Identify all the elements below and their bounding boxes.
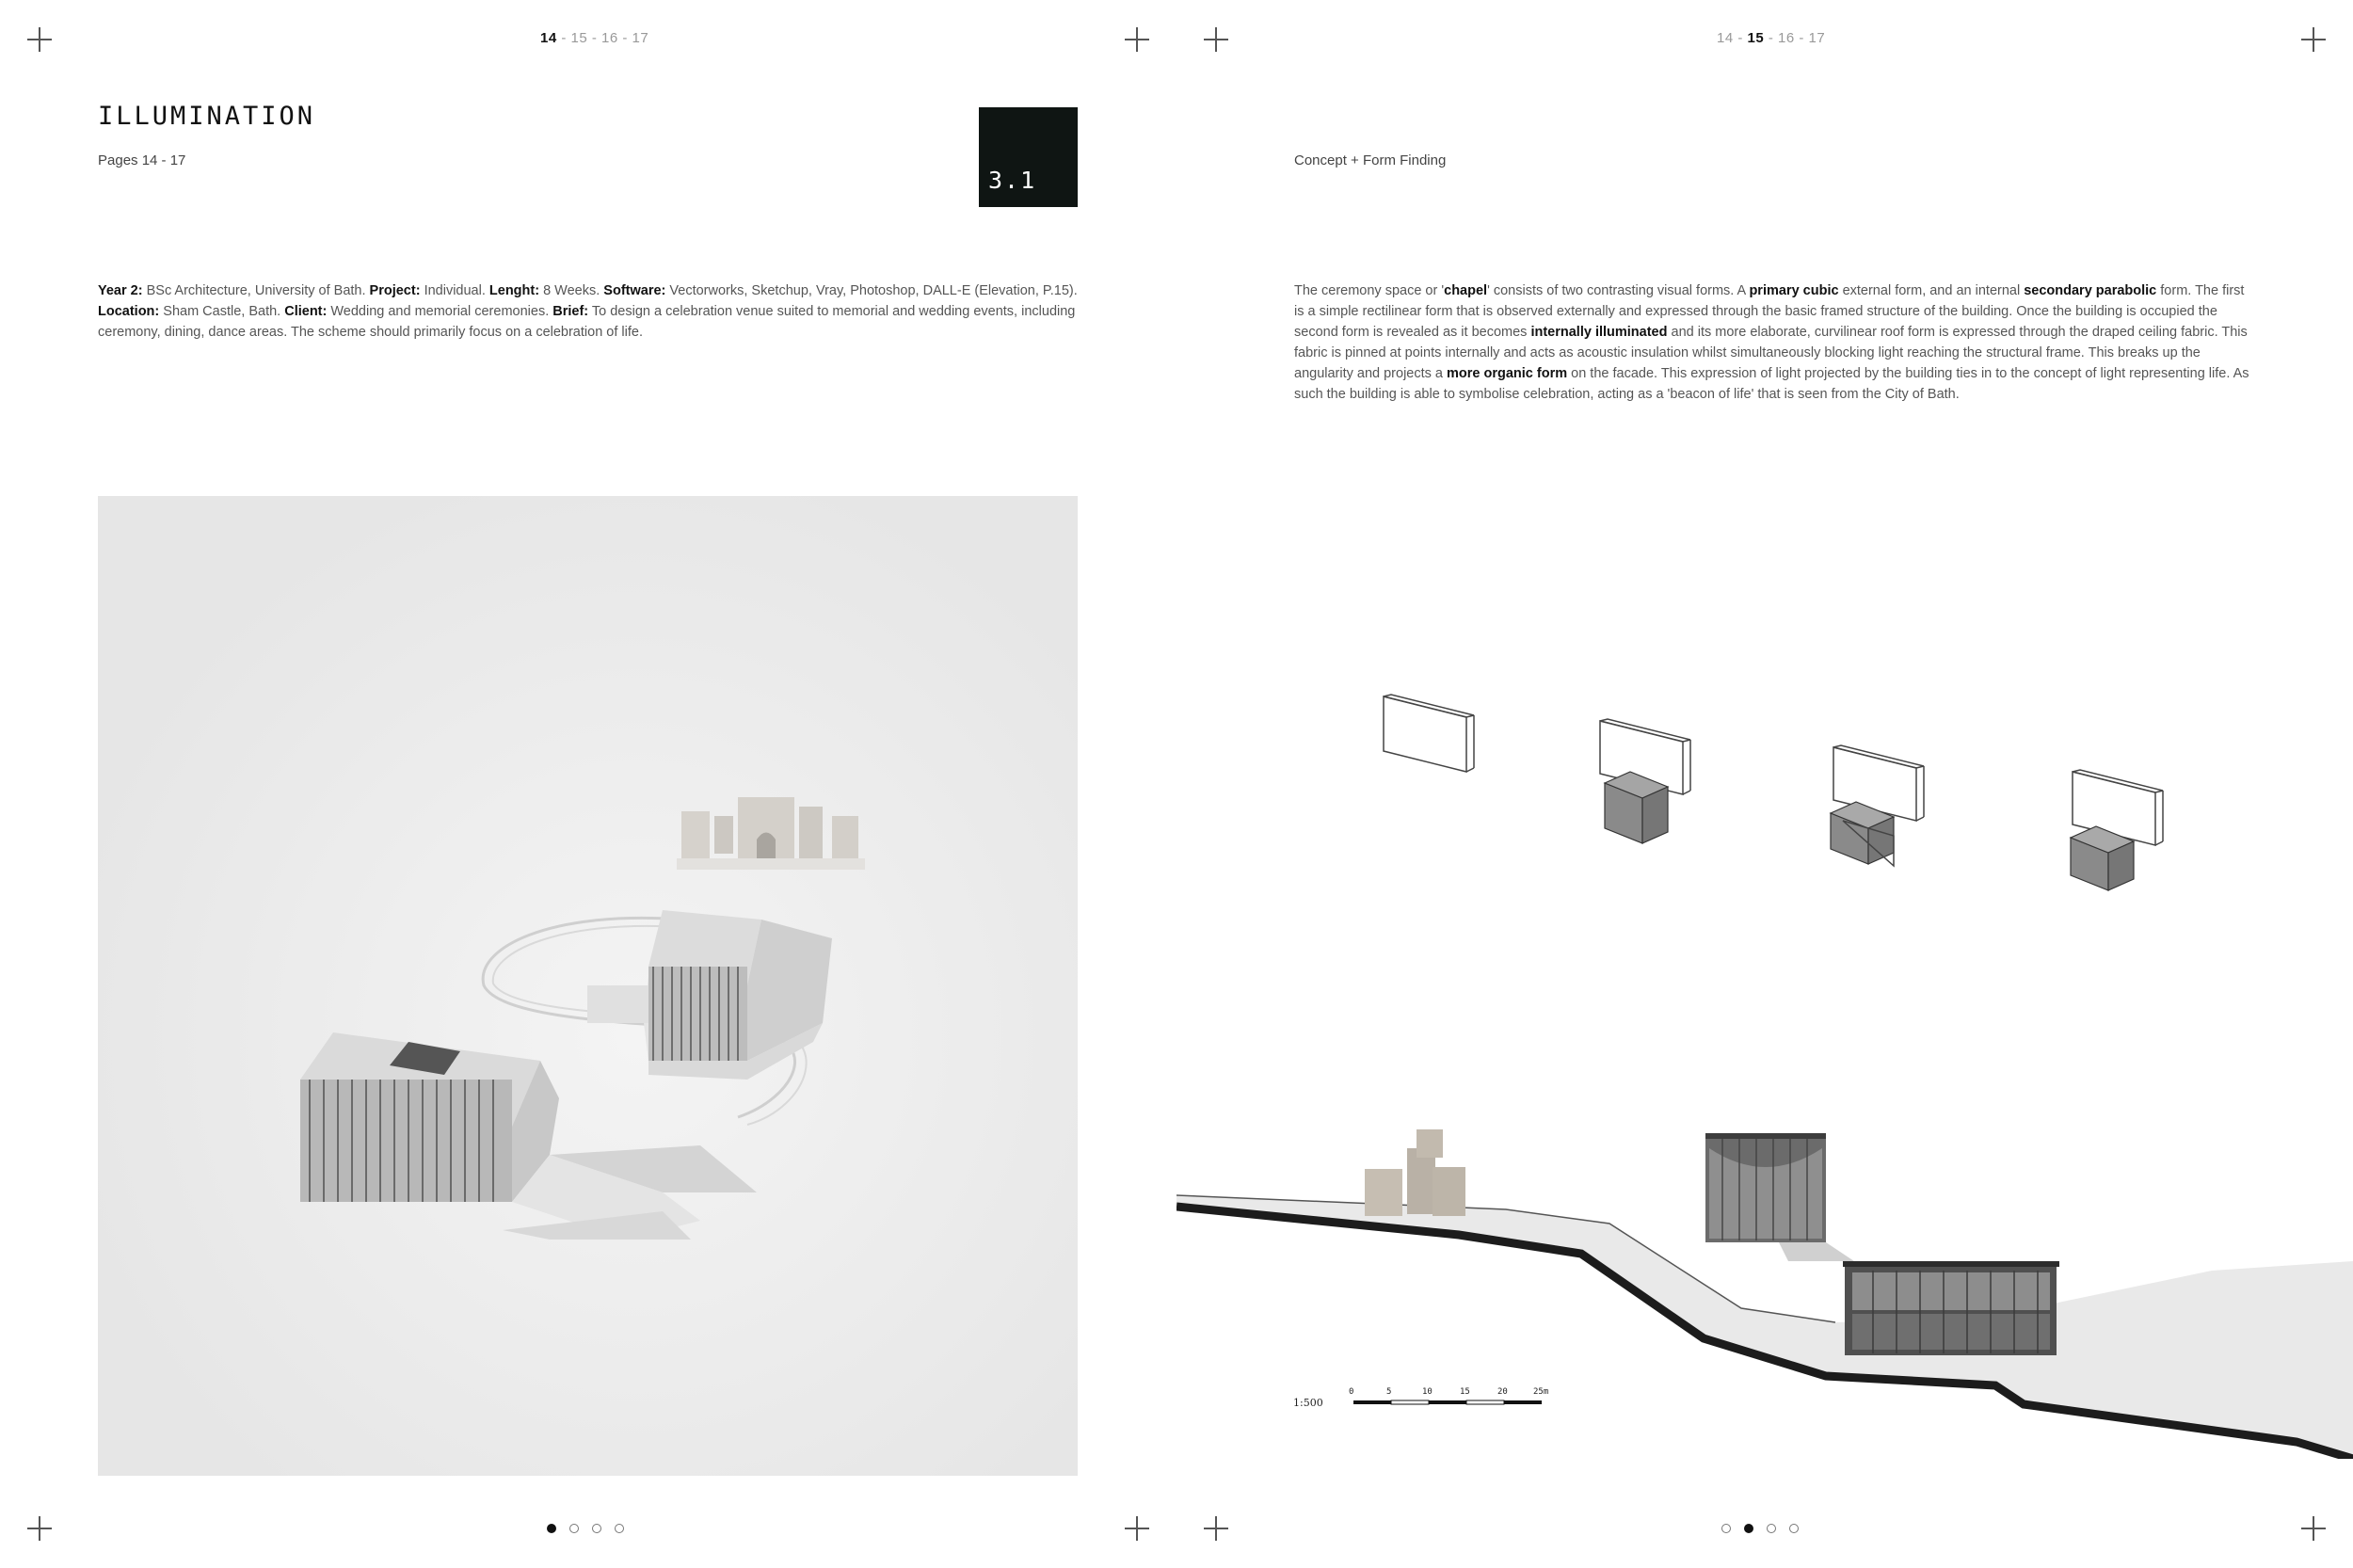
- page-dot[interactable]: [1767, 1524, 1776, 1533]
- section-badge: 3.1: [979, 107, 1078, 207]
- crop-mark: [2301, 27, 2326, 52]
- project-intro: Year 2: BSc Architecture, University of Bath. Project: Individual. Lenght: 8 Weeks. Software: Vectorworks, Sketchup, Vray, Photoshop, DALL-E (Elevation, P.15). Location: Sham Castle, Bath. Client: Wedding and memorial ceremonies. Brief: To design a celebration venue suited to memorial and wedding events, including ceremony, dining, dance areas. The scheme should primarily focus on a celebration of life.: [98, 283, 1078, 340]
- page-title: ILLUMINATION: [98, 102, 316, 131]
- page-dot[interactable]: [569, 1524, 579, 1533]
- crop-mark: [2301, 1516, 2326, 1541]
- page-dot[interactable]: [1789, 1524, 1799, 1533]
- page-dot-active[interactable]: [1744, 1524, 1753, 1533]
- crop-mark: [27, 1516, 52, 1541]
- pagination-dots-right: [1721, 1524, 1799, 1533]
- page-dot[interactable]: [615, 1524, 624, 1533]
- form-finding-diagram: [1355, 678, 2184, 904]
- crop-mark: [27, 27, 52, 52]
- aerial-render-image: [98, 496, 1078, 1476]
- crop-mark: [1204, 27, 1228, 52]
- scale-bar: [1346, 1384, 1562, 1412]
- crop-mark: [1204, 1516, 1228, 1541]
- crop-mark: [1125, 1516, 1149, 1541]
- section-heading: Concept + Form Finding: [1294, 152, 1447, 168]
- page-indicator-right: 14 - 15 - 16 - 17: [1717, 30, 1826, 46]
- page-indicator-left: 14 - 15 - 16 - 17: [540, 30, 649, 46]
- page-dot-active[interactable]: [547, 1524, 556, 1533]
- dining-hall-elevation: [1843, 1261, 2059, 1355]
- page-range: Pages 14 - 17: [98, 152, 186, 168]
- chapel-elevation: [1705, 1133, 1854, 1261]
- pagination-dots-left: [547, 1524, 624, 1533]
- castle-elevation: [1365, 1129, 1465, 1216]
- crop-mark: [1125, 27, 1149, 52]
- scale-label: 1:500: [1293, 1397, 1323, 1409]
- page-dot[interactable]: [592, 1524, 601, 1533]
- concept-description: The ceremony space or 'chapel' consists of two contrasting visual forms. A primary cubic external form, and an internal secondary parabolic form. The first is a simple rectilinear form that is observed externally and expressed through the basic framed structure of the building. Once the building is occupied the second form is revealed as it becomes internally illuminated and its more elaborate, curvilinear roof form is expressed through the draped ceiling fabric. This fabric is pinned at points internally and acts as acoustic insulation whilst simultaneously blocking light reaching the structural frame. This breaks up the angularity and projects a more organic form on the facade. This expression of light projected by the building ties in to the concept of light representing life. As such the building is able to symbolise celebration, acting as a 'beacon of life' that is seen from the City of Bath.: [1294, 283, 2249, 402]
- page-dot[interactable]: [1721, 1524, 1731, 1533]
